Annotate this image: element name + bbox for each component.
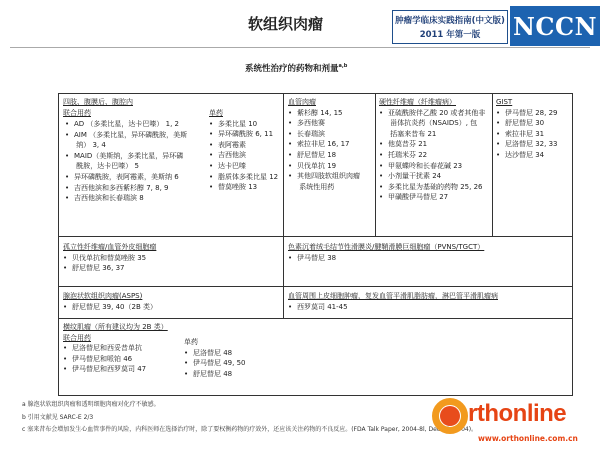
list-item: • 表阿霉素 <box>209 140 246 149</box>
list-item: • 伊马替尼 28, 29 <box>496 108 558 117</box>
nccn-logo: NCCN <box>510 6 600 46</box>
col-divider <box>283 94 284 236</box>
list-item: • 舒尼替尼 39, 40（2B 类） <box>63 302 157 311</box>
section-heading: 横纹肌瘤（所有建议均为 2B 类） <box>63 323 168 331</box>
col-divider <box>283 236 284 318</box>
row-divider <box>59 236 572 237</box>
list-item: • 亚硫酰胺伴乙酸 20 或者其他非 <box>379 108 486 117</box>
list-item: • 舒尼替尼 30 <box>496 119 545 128</box>
list-item: • 小剂量干扰素 24 <box>379 172 442 181</box>
list-item: 纳） 3, 4 <box>74 141 106 150</box>
footnote-c: c 塞来昔布会增加发生心血管事件的风险，内科医师在选择治疗时，除了要权衡药物的疗效外，还应该关注药物的不良反应。(FDA Talk Paper, 2004-8l, Dec 23, 2004)。 <box>22 426 478 433</box>
extremity-single-list <box>209 108 278 193</box>
list-item: • 舒尼替尼 18 <box>288 150 337 159</box>
list-item: • AIM （多柔比星，异环磷酰胺，美斯 <box>65 130 188 139</box>
list-item: • 尼洛替尼 32, 33 <box>496 140 558 149</box>
extremity-combo-list <box>65 119 187 204</box>
list-item: 括塞来昔布 21 <box>388 129 437 138</box>
combo-heading: 联合用药 <box>63 108 91 117</box>
list-item: • 多西他赛 <box>288 119 325 128</box>
watermark-url: www.orthonline.com.cn <box>478 434 578 443</box>
section-gist <box>496 97 558 161</box>
section-extremity <box>63 97 133 118</box>
section-heading: GIST <box>496 98 513 106</box>
section-subtitle <box>245 62 347 74</box>
list-item: • 伊马替尼 38 <box>288 253 337 262</box>
list-item: • 索拉非尼 16, 17 <box>288 140 350 149</box>
section-heading: 血管肉瘤 <box>288 98 316 106</box>
list-item: • 贝伐单抗和替莫唑胺 35 <box>63 253 147 262</box>
list-item: • 托瑞米芬 22 <box>379 150 428 159</box>
list-item: • 索拉非尼 31 <box>496 129 545 138</box>
orthonline-watermark <box>432 394 600 452</box>
header <box>0 0 600 48</box>
subtitle-footnote-ref: a,b <box>338 63 348 70</box>
drug-table <box>58 93 573 396</box>
list-item: • 多柔比星为基础的药物 25, 26 <box>379 182 483 191</box>
col-divider <box>492 94 493 236</box>
guideline-version: 2011 年第一版 <box>419 30 481 40</box>
section-angiosarcoma <box>288 97 360 192</box>
list-item: • MAID（美斯纳，多柔比星，异环磷 <box>65 151 184 160</box>
list-item: 甾体抗炎药（NSAIDS）, 包 <box>388 119 478 128</box>
list-item: • 替莫唑胺 13 <box>209 183 258 192</box>
list-item: 系统性用药 <box>297 182 335 191</box>
rhabdomyoma-single-list <box>184 337 246 379</box>
section-solitary-fibrous-tumor <box>63 242 156 274</box>
list-item: • 多柔比星 10 <box>209 119 258 128</box>
footnote-b: b 引用文献见 SARC-E 2/3 <box>22 413 94 421</box>
page-title: 软组织肉瘤 <box>248 15 324 33</box>
header-divider <box>10 47 590 48</box>
list-item: • 达沙替尼 34 <box>496 150 545 159</box>
section-asps <box>63 291 157 312</box>
footnote-a: a 腺泡状软组织肉瘤和透明细胞肉瘤对化疗不敏感。 <box>22 401 160 408</box>
list-item: • 甲磺酸伊马替尼 27 <box>379 193 449 202</box>
section-heading: 四肢、腹膜后、腹腔内 <box>63 98 133 106</box>
guideline-name: 肿瘤学临床实践指南(中文版) <box>395 16 505 26</box>
list-item: • 异环磷酰胺 6, 11 <box>209 130 274 139</box>
subtitle-text: 系统性治疗的药物和剂量 <box>245 64 339 74</box>
section-heading: 硬性纤维瘤（纤维瘤病） <box>379 98 456 106</box>
list-item: • 舒尼替尼 48 <box>184 369 233 378</box>
list-item: • 舒尼替尼 36, 37 <box>63 264 125 273</box>
list-item: • 达卡巴嗪 <box>209 161 246 170</box>
guideline-version-box <box>392 10 508 44</box>
section-desmoid <box>379 97 485 203</box>
col-divider <box>375 94 376 236</box>
list-item: • 伊马替尼和西罗莫司 47 <box>63 365 147 374</box>
list-item: • 伊马替尼 49, 50 <box>184 359 246 368</box>
single-heading: 单药 <box>209 109 223 117</box>
list-item: • AD （多柔比星，达卡巴嗪） 1, 2 <box>65 120 179 128</box>
section-rhabdomyoma <box>63 322 168 375</box>
list-item: • 贝伐单抗 19 <box>288 161 337 170</box>
list-item: • 长春瑞滨 <box>288 129 325 138</box>
section-heading: 腺泡状软组织肉瘤(ASPS) <box>63 292 143 300</box>
section-heading: 血管周围上皮细胞肿瘤，复发血管平滑肌脂肪瘤，淋巴管平滑肌瘤病 <box>288 292 498 300</box>
list-item: • 吉西他滨和长春瑞滨 8 <box>65 194 144 203</box>
list-item: • 紫杉醇 14, 15 <box>288 108 343 117</box>
list-item: • 其他四肢软组织肉瘤 <box>288 172 360 181</box>
row-divider <box>59 318 572 319</box>
combo-heading: 联合用药 <box>63 333 91 342</box>
list-item: • 吉西他滨和多西紫杉醇 7, 8, 9 <box>65 183 169 192</box>
section-heading: 孤立性纤维瘤/血管外皮细胞瘤 <box>63 243 157 251</box>
list-item: • 尼洛替尼和西妥昔单抗 <box>63 344 142 353</box>
section-pecoma <box>288 291 498 312</box>
list-item: 酰胺，达卡巴嗪） 5 <box>74 162 139 171</box>
list-item: • 尼洛替尼 48 <box>184 348 233 357</box>
list-item: • 伊马替尼和哌铂 46 <box>63 354 133 363</box>
list-item: • 吉西他滨 <box>209 151 246 160</box>
watermark-brand: rthonline <box>468 400 567 427</box>
row-divider <box>59 286 572 287</box>
list-item: • 异环磷酰胺，表阿霉素，美斯纳 6 <box>65 172 179 181</box>
list-item: • 他莫昔芬 21 <box>379 140 428 149</box>
list-item: • 甲氨蝶呤和长春花碱 23 <box>379 161 463 170</box>
section-pvns-tgct <box>288 242 484 263</box>
section-heading: 色素沉着绒毛结节性滑膜炎/腱鞘滑膜巨细胞瘤（PVNS/TGCT） <box>288 243 485 251</box>
watermark-o-center <box>440 406 460 426</box>
list-item: • 脂质体多柔比星 12 <box>209 172 279 181</box>
footnotes <box>22 399 477 437</box>
list-item: • 西罗莫司 41-45 <box>288 302 348 311</box>
single-heading: 单药 <box>184 338 198 346</box>
